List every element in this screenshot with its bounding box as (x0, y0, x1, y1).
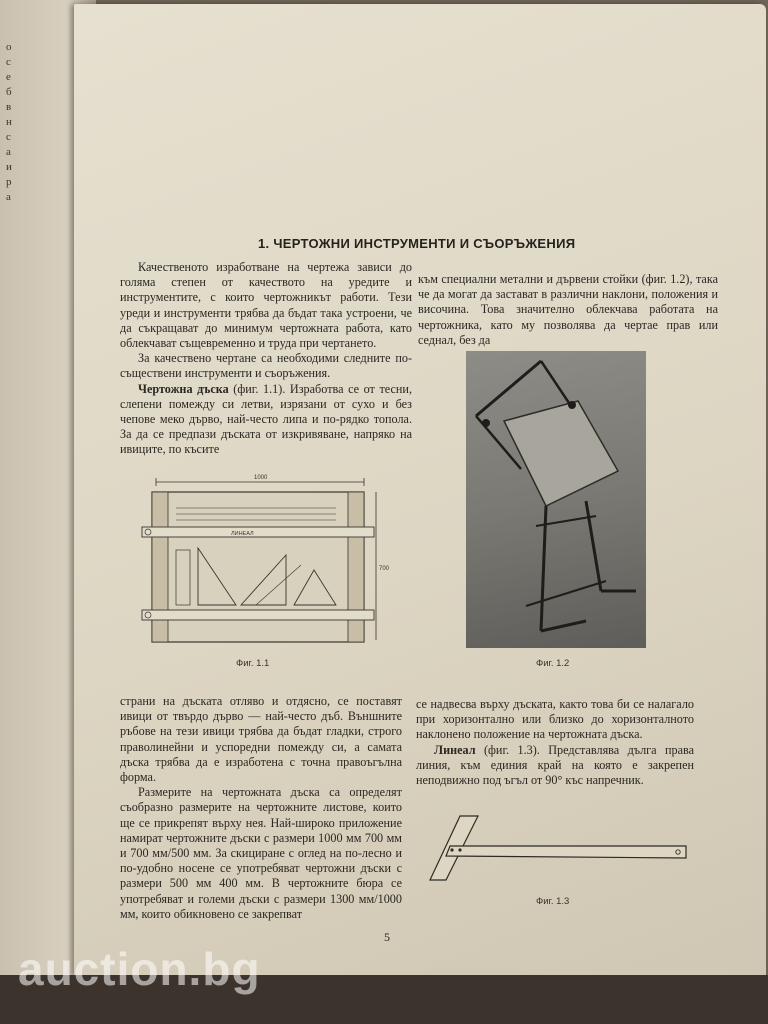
paragraph: Качественото изработване на чертежа зависи до голяма степен от качеството на уредите и инструментите, с които чертожникът работи. Тези уреди и инструменти трябва да бъдат така устроени, че да съкращават до минимум чертожната работа, като облекчават същевременно и труда при чертането. (120, 260, 412, 351)
left-strip-char: а (6, 191, 11, 203)
chapter-title: 1. ЧЕРТОЖНИ ИНСТРУМЕНТИ И СЪОРЪЖЕНИЯ (258, 236, 576, 251)
paragraph (120, 382, 412, 458)
left-strip-char: а (6, 146, 11, 158)
term-ruler: Линеал (434, 742, 476, 757)
left-strip-char: o (6, 41, 12, 53)
left-page-text-strip (6, 40, 20, 205)
paragraph-text: (фиг. 1.1). Изработва се от тесни, слепени помежду си летви, изрязани от сухо и без чепове меко дърво, най-често липа и по-рядко топола. За да се предпази дъската от изкривяване, напряко на ивиците, по късите (120, 381, 412, 457)
term-drawing-board: Чертожна дъска (138, 381, 229, 396)
text-column-bottom-right (416, 697, 694, 788)
text-column-top-left (120, 260, 412, 458)
left-strip-char: е (6, 71, 11, 83)
left-strip-char: и (6, 161, 12, 173)
left-strip-char: н (6, 116, 12, 128)
left-strip-char: б (6, 86, 12, 98)
page-number: 5 (384, 930, 390, 944)
paragraph: се надвесва върху дъската, както това би се налагало при хоризонтално или близко до хоризонталното наклонено положение на чертожната дъска. (416, 697, 694, 742)
dimension-label-top: 1000 (254, 475, 268, 481)
photo-drafting-stand (466, 351, 646, 648)
ruler-label: ЛИНЕАЛ (231, 531, 254, 537)
paragraph (416, 743, 694, 789)
paragraph: към специални метални и дървени стойки (фиг. 1.2), така че да могат да застават в различни наклони, положения и височина. Това значително облекчава работата на чертожника, като му позволява да чертае прав или седнал, без да (418, 272, 718, 347)
figure-caption: Фиг. 1.1 (236, 658, 270, 669)
figure-caption: Фиг. 1.2 (536, 658, 570, 669)
left-strip-char: с (6, 131, 11, 143)
figure-drawing-board (136, 470, 388, 650)
figure-t-square (420, 808, 690, 888)
left-strip-char: р (6, 176, 12, 188)
paragraph: Размерите на чертожната дъска са определят съобразно размерите на чертожните листове, които ще се прикрепят върху нея. Най-широко приложение намират чертожните дъски с размери 1000 мм 700 мм и 700 мм/500 мм. За скициране с оглед на по-лесно и по-удобно носене се употребяват чертожни дъски с размери 500 мм 400 мм. В чертожните бюра се употребяват и големи дъски с размери 1300 мм/1000 мм, които обикновено се закрепват (120, 785, 402, 921)
paragraph: страни на дъската отляво и отдясно, се поставят ивици от твърдо дърво — най-често дъб. Външните ръбове на тези ивици трябва да бъдат гладки, строго праволинейни и успоредни помежду си, а самата дъска трябва да е изработена с точна правоъгълна форма. (120, 694, 402, 785)
drafting-stand-illustration (466, 351, 646, 648)
paragraph-text: (фиг. 1.3). Представлява дълга права линия, към единия край на която е закрепен неподвижно под ъгъл от 90° къс напречник. (416, 742, 694, 788)
text-column-bottom-left (120, 694, 402, 922)
figure-caption: Фиг. 1.3 (536, 896, 570, 907)
left-strip-char: с (6, 56, 11, 68)
watermark: auction.bg (18, 943, 261, 995)
text-column-top-right (418, 272, 718, 348)
dimension-label-side: 700 (379, 566, 390, 572)
left-strip-char: в (6, 101, 12, 113)
paragraph: За качествено чертане са необходими следните по-съществени инструменти и съоръжения. (120, 351, 412, 381)
